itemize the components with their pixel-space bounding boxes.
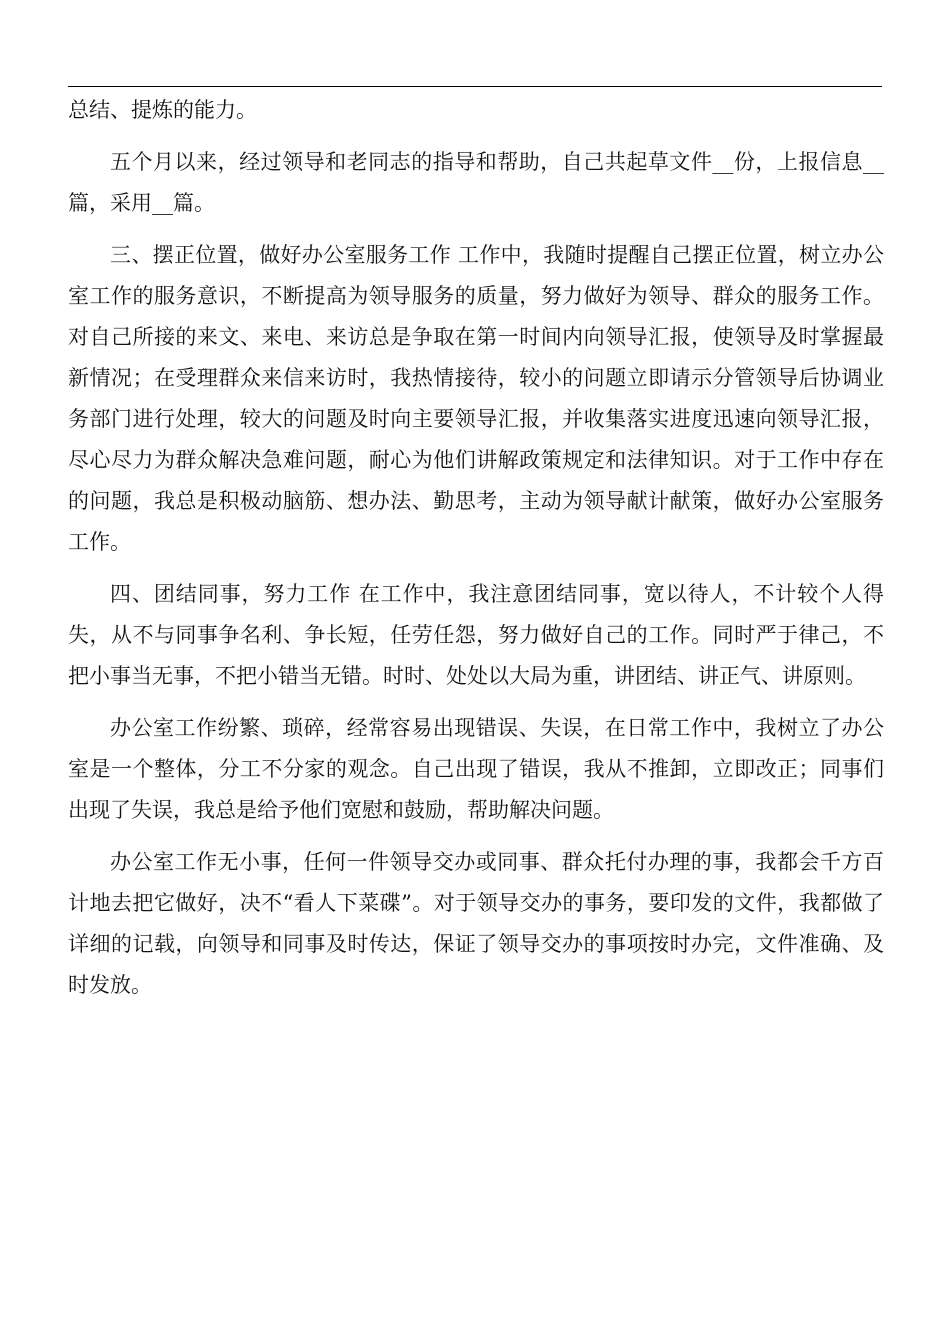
paragraph-office-errors: 办公室工作纷繁、琐碎，经常容易出现错误、失误，在日常工作中，我树立了办公室是一个整体，分工不分家的观念。自己出现了错误，我从不推卸，立即改正；同事们出现了失误，我总是给予他们宽慰和鼓励，帮助解决问题。 <box>68 716 884 822</box>
header-rule <box>68 86 882 87</box>
document-body <box>68 90 884 1017</box>
paragraph-section-three: 三、摆正位置，做好办公室服务工作 工作中，我随时提醒自己摆正位置，树立办公室工作的服务意识，不断提高为领导服务的质量，努力做好为领导、群众的服务工作。对自己所接的来文、来电、来访总是争取在第一时间内向领导汇报，使领导及时掌握最新情况；在受理群众来信来访时，我热情接待，较小的问题立即请示分管领导后协调业务部门进行处理，较大的问题及时向主要领导汇报，并收集落实进度迅速向领导汇报，尽心尽力为群众解决急难问题，耐心为他们讲解政策规定和法律知识。对于工作中存在的问题，我总是积极动脑筋、想办法、勤思考，主动为领导献计献策，做好办公室服务工作。 <box>68 243 884 554</box>
paragraph-drafting-summary: 五个月以来，经过领导和老同志的指导和帮助，自己共起草文件__份，上报信息__篇，采用__篇。 <box>68 150 884 215</box>
paragraph-section-four: 四、团结同事，努力工作 在工作中，我注意团结同事，宽以待人，不计较个人得失，从不与同事争名利、争长短，任劳任怨，努力做好自己的工作。同时严于律己，不把小事当无事，不把小错当无错。时时、处处以大局为重，讲团结、讲正气、讲原则。 <box>68 582 884 688</box>
paragraph-continuation: 总结、提炼的能力。 <box>68 98 257 122</box>
paragraph-office-tasks: 办公室工作无小事，任何一件领导交办或同事、群众托付办理的事，我都会千方百计地去把它做好，决不“看人下菜碟”。对于领导交办的事务，要印发的文件，我都做了详细的记载，向领导和同事及时传达，保证了领导交办的事项按时办完，文件准确、及时发放。 <box>68 850 884 997</box>
